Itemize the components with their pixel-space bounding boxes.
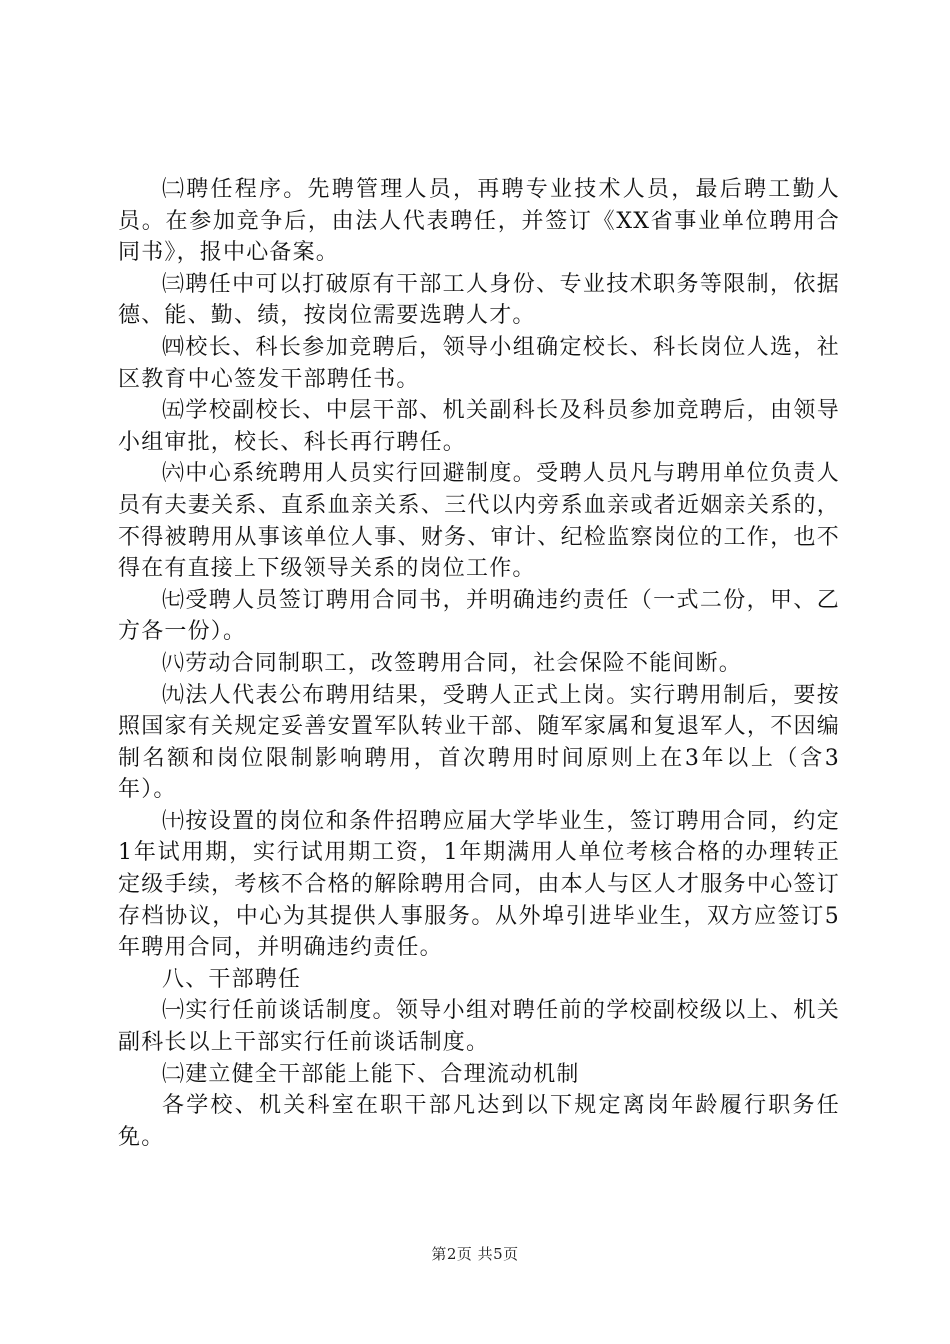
paragraph-mobility-mechanism: ㈡建立健全干部能上能下、合理流动机制 — [162, 1061, 580, 1087]
paragraph-pre-appointment-talk: ㈠实行任前谈话制度。领导小组对聘任前的学校副校级以上、机关副科长以上干部实行任前谈话制度。 — [118, 998, 840, 1056]
paragraph-break-identity-limits: ㈢聘任中可以打破原有干部工人身份、专业技术职务等限制，依据德、能、勤、绩，按岗位需要选聘人才。 — [118, 271, 840, 329]
paragraph-appointment-procedure: ㈡聘任程序。先聘管理人员，再聘专业技术人员，最后聘工勤人员。在参加竞争后，由法人代表聘任，并签订《XX省事业单位聘用合同书》，报中心备案。 — [118, 177, 840, 266]
document-body — [118, 174, 840, 1153]
page-footer: 第2页 共5页 — [431, 1245, 519, 1263]
paragraph-graduate-recruitment: ㈩按设置的岗位和条件招聘应届大学毕业生，签订聘用合同，约定1年试用期，实行试用期工资，1年期满用人单位考核合格的办理转正定级手续，考核不合格的解除聘用合同，由本人与区人才服务中心签订存档协议，中心为其提供人事服务。从外埠引进毕业生，双方应签订5年聘用合同，并明确违约责任。 — [118, 808, 840, 961]
paragraph-contract-signing: ㈦受聘人员签订聘用合同书，并明确违约责任（一式二份，甲、乙方各一份）。 — [118, 587, 840, 645]
paragraph-announce-results: ㈨法人代表公布聘用结果，受聘人正式上岗。实行聘用制后，要按照国家有关规定妥善安置军队转业干部、随军家属和复退军人，不因编制名额和岗位限制影响聘用，首次聘用时间原则上在3年以上（含3年）。 — [118, 682, 840, 803]
paragraph-avoidance-system: ㈥中心系统聘用人员实行回避制度。受聘人员凡与聘用单位负责人员有夫妻关系、直系血亲关系、三代以内旁系血亲或者近姻亲关系的，不得被聘用从事该单位人事、财务、审计、纪检监察岗位的工作，也不得在有直接上下级领导关系的岗位工作。 — [118, 461, 840, 582]
paragraph-labor-contract: ㈧劳动合同制职工，改签聘用合同，社会保险不能间断。 — [162, 650, 743, 676]
paragraph-vice-principal-approval: ㈤学校副校长、中层干部、机关副科长及科员参加竞聘后，由领导小组审批，校长、科长再行聘任。 — [118, 398, 840, 455]
section-heading-cadre-appointment: 八、干部聘任 — [162, 966, 302, 992]
paragraph-retirement-age: 各学校、机关科室在职干部凡达到以下规定离岗年龄履行职务任免。 — [118, 1093, 840, 1150]
paragraph-principal-selection: ㈣校长、科长参加竞聘后，领导小组确定校长、科长岗位人选，社区教育中心签发干部聘任书。 — [118, 334, 840, 392]
